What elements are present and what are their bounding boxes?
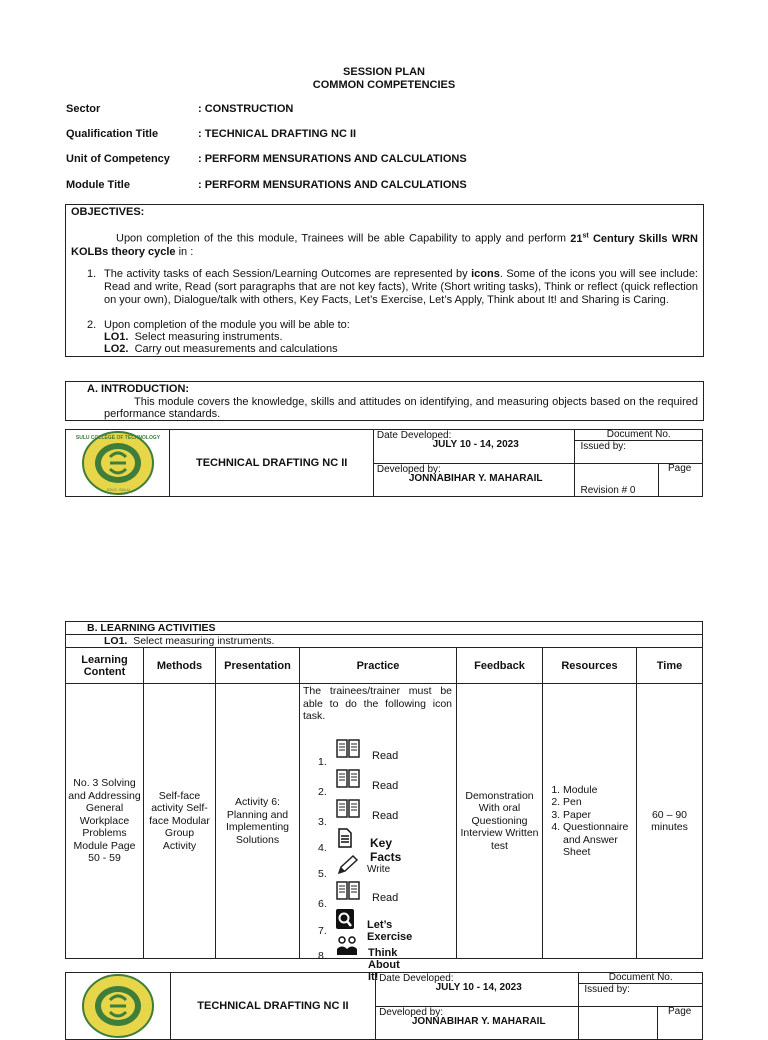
page-label: Page [668,463,692,474]
learning-outcome-row: LO1. Select measuring instruments. [66,635,703,648]
column-header: Learning Content [66,648,144,684]
svg-text:SULU COLLEGE OF TECHNOLOGY: SULU COLLEGE OF TECHNOLOGY [75,435,160,441]
time-cell: 60 – 90 minutes [637,684,703,959]
developed-by-cell: Developed by: JONNABIHAR Y. MAHARAIL [376,1007,579,1040]
learning-activities-heading: B. LEARNING ACTIVITIES [66,622,703,635]
field-value: : CONSTRUCTION [198,103,294,115]
date-developed-cell: Date Developed: JULY 10 - 14, 2023 [373,430,575,464]
feedback-cell: Demonstration With oral Questioning Interview Written test [457,684,543,959]
methods-cell: Self-face activity Self-face Modular Group Activity [144,684,216,959]
resource-item: 4. Questionnaire and Answer Sheet [563,821,636,859]
objective-2-number: 2. [87,319,97,331]
lo2-line: LO2. Carry out measurements and calculations [104,343,338,355]
column-header: Practice [300,648,457,684]
objective-1-text: The activity tasks of each Session/Learning Outcomes are represented by icons. Some of the icons you will see include: Read and write, Read (sort paragraphs that are not key facts), Write (Short writing tasks), Think or reflect (quick reflection on your own), Dialogue/talk with others, Key Facts, Let’s Exercise, Let’s Apply, Think about It! and Sharing is Caring. [104,268,698,306]
date-developed-cell: Date Developed: JULY 10 - 14, 2023 [376,973,579,1007]
logo-cell [66,973,171,1040]
learning-content-cell: No. 3 Solving and Addressing General Workplace Problems Module Page 50 - 59 [66,684,144,959]
practice-intro: The trainees/trainer must be able to do the following icon task. [303,685,452,722]
page-label: Page [668,1006,692,1017]
resource-item: 3. Paper [563,809,636,822]
column-header: Presentation [216,648,300,684]
svg-text:JOLO, SULU: JOLO, SULU [106,487,130,492]
presentation-cell: Activity 6: Planning and Implementing Solutions [216,684,300,959]
document-icon [338,828,352,848]
column-header: Feedback [457,648,543,684]
resources-cell [543,684,637,959]
developed-by-cell: Developed by: JONNABIHAR Y. MAHARAIL [373,464,575,497]
book-icon [336,798,360,818]
objectives-heading: OBJECTIVES: [71,206,145,218]
introduction-text: This module covers the knowledge, skills and attitudes on identifying, and measuring objects based on the required performance standards. [104,396,698,420]
resource-item: 1. Module [563,784,636,797]
resource-item: 2. Pen [563,796,636,809]
exercise-icon [336,909,354,929]
session-plan-title: SESSION PLAN [343,66,425,78]
revision-cell [579,1007,658,1040]
people-icon [336,936,358,956]
book-icon [336,738,360,758]
introduction-box [65,381,704,421]
document-footer-box [65,429,703,497]
logo-cell [66,430,170,497]
revision-cell: Revision # 0 [575,464,658,497]
footer-course-title: TECHNICAL DRAFTING NC II [170,430,373,497]
column-header: Methods [144,648,216,684]
lo1-line: LO1. Select measuring instruments. [104,331,283,343]
session-plan-subtitle: COMMON COMPETENCIES [312,79,456,91]
field-label: Sector [66,103,101,115]
college-seal-logo [82,974,154,1038]
field-value: : PERFORM MENSURATIONS AND CALCULATIONS [198,153,467,165]
footer-course-title: TECHNICAL DRAFTING NC II [170,973,375,1040]
book-icon [336,880,360,900]
objectives-intro: Upon completion of the this module, Trainees will be able Capability to apply and perform 21st Century Skills WRN KOLBs theory cycle in : [71,232,698,258]
document-number-cell: Document No. Issued by: [579,973,703,1007]
field-label: Module Title [66,179,130,191]
field-label: Unit of Competency [66,153,170,165]
pencil-icon [336,855,358,875]
college-seal-logo [75,431,160,495]
introduction-heading: A. INTRODUCTION: [87,383,190,395]
field-value: : PERFORM MENSURATIONS AND CALCULATIONS [198,179,467,191]
objective-1-number: 1. [87,268,97,280]
document-number-cell: Document No. Issued by: [575,430,703,464]
objectives-box [65,204,704,357]
column-header: Time [637,648,703,684]
document-footer-box-2 [65,972,703,1040]
field-label: Qualification Title [66,128,159,140]
objective-2-text: Upon completion of the module you will be able to: LO1. Select measuring instruments. LO2. Carry out measurements and calculations [104,319,350,355]
book-icon [336,768,360,788]
field-value: : TECHNICAL DRAFTING NC II [198,128,357,140]
column-header: Resources [543,648,637,684]
